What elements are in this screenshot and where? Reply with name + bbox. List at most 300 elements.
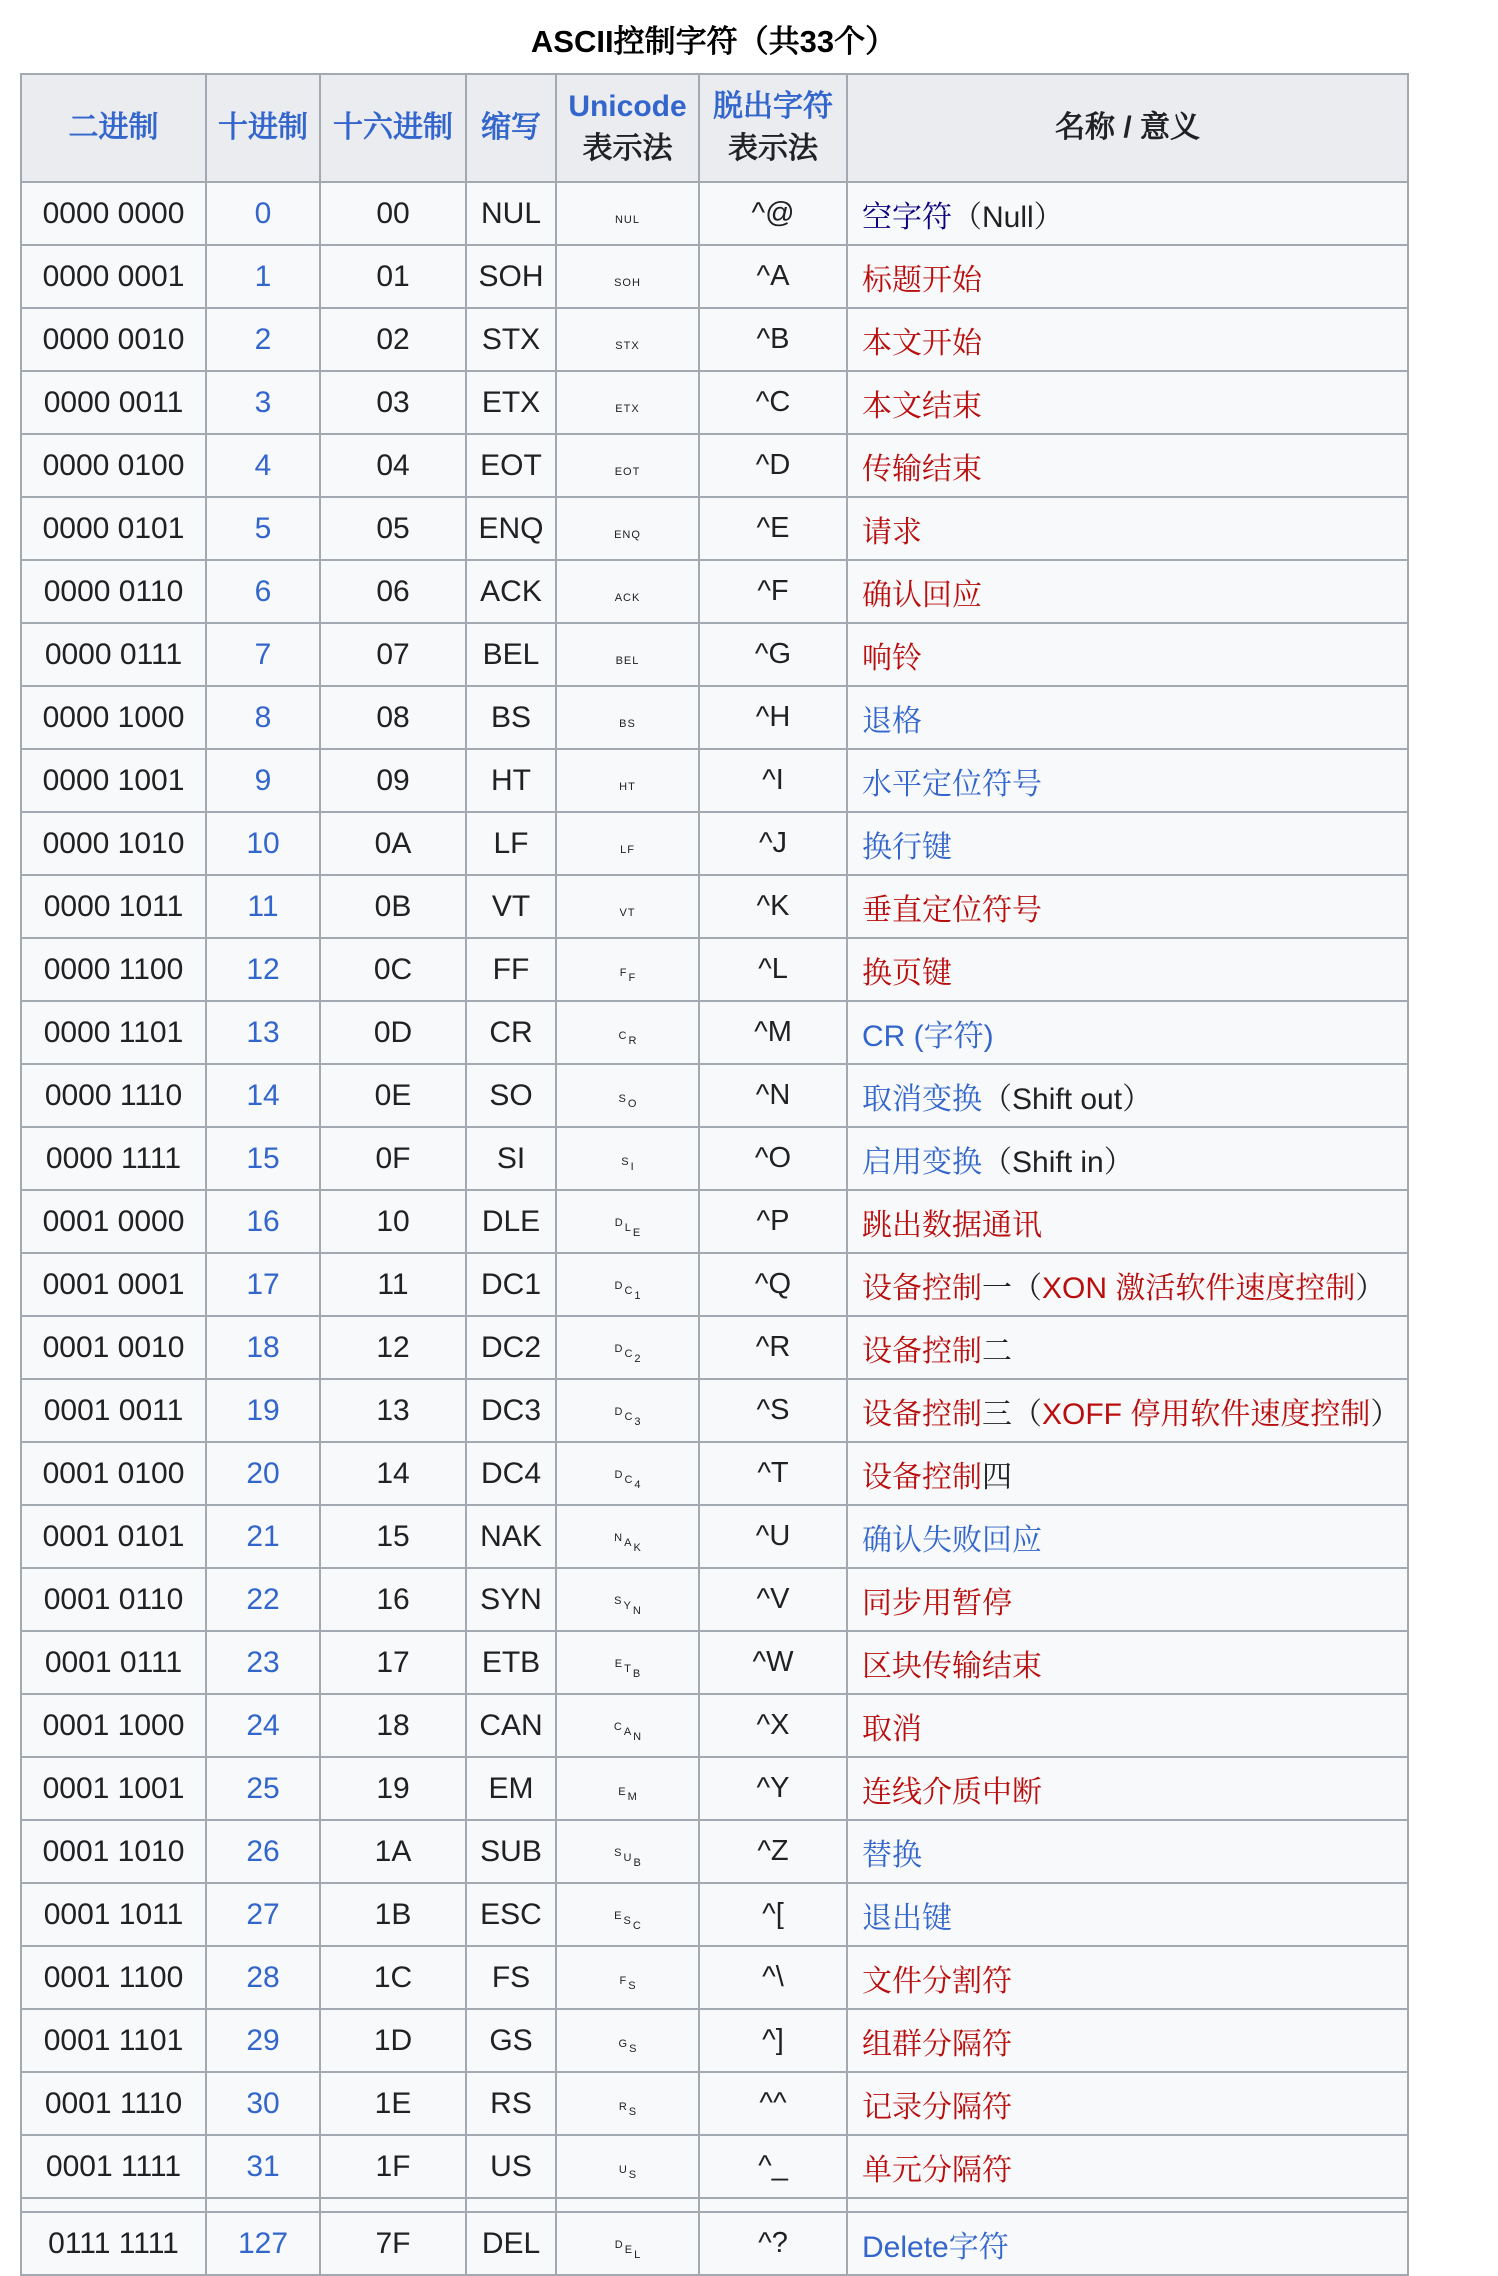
unicode-symbol-cell <box>556 1001 699 1064</box>
caret-notation-cell: ^M <box>699 1001 847 1064</box>
abbr-cell: DC4 <box>466 1442 556 1505</box>
name-link[interactable]: 设备控制 <box>862 1460 982 1494</box>
binary-cell: 0001 0101 <box>21 1505 206 1568</box>
decimal-link[interactable]: 8 <box>254 700 272 734</box>
table-row <box>21 1127 1408 1190</box>
col-header-abbr <box>466 74 556 182</box>
unicode-symbol-cell <box>556 1883 699 1946</box>
table-row <box>21 1946 1408 2009</box>
name-link[interactable]: CR (字符) <box>862 1019 994 1053</box>
abbr-cell: NUL <box>466 182 556 245</box>
abbr-cell: STX <box>466 308 556 371</box>
binary-header-link[interactable]: 二进制 <box>68 111 159 144</box>
unicode-symbol-cell <box>556 245 699 308</box>
name-cell <box>847 1631 1408 1694</box>
decimal-link[interactable]: 11 <box>247 889 279 923</box>
hex-cell: 0E <box>320 1064 466 1127</box>
binary-cell: 0000 0010 <box>21 308 206 371</box>
binary-cell: 0000 1101 <box>21 1001 206 1064</box>
name-cell <box>847 1757 1408 1820</box>
unicode-symbol-cell <box>556 2009 699 2072</box>
name-link[interactable]: 取消 <box>862 1712 922 1746</box>
decimal-link[interactable]: 4 <box>254 448 272 482</box>
decimal-link[interactable]: 16 <box>246 1204 280 1238</box>
name-cell <box>847 686 1408 749</box>
name-link[interactable]: XOFF 停用软件速度控制 <box>1042 1397 1371 1431</box>
decimal-cell <box>206 497 320 560</box>
abbr-cell: GS <box>466 2009 556 2072</box>
name-cell <box>847 434 1408 497</box>
unicode-symbol-cell <box>556 686 699 749</box>
control-picture-glyph: C R <box>618 1030 637 1047</box>
binary-cell: 0001 0000 <box>21 1190 206 1253</box>
caret-notation-cell: ^J <box>699 812 847 875</box>
name-link[interactable]: 单元分隔符 <box>862 2153 1012 2187</box>
separator-cell <box>320 2198 466 2212</box>
name-cell <box>847 1127 1408 1190</box>
decimal-link[interactable]: 22 <box>246 1582 280 1616</box>
table-row <box>21 434 1408 497</box>
name-header-label: 名称 / 意义 <box>1054 111 1200 144</box>
unicode-symbol-cell <box>556 1757 699 1820</box>
name-link[interactable]: 组群分隔符 <box>862 2027 1012 2061</box>
name-cell <box>847 1190 1408 1253</box>
name-text: 二 <box>982 1334 1012 1368</box>
decimal-header-link[interactable]: 十进制 <box>218 111 308 144</box>
hex-cell: 10 <box>320 1190 466 1253</box>
control-picture-glyph: ACK <box>614 591 641 604</box>
decimal-link[interactable]: 27 <box>246 1897 280 1931</box>
caret-notation-cell: ^V <box>699 1568 847 1631</box>
decimal-link[interactable]: 3 <box>254 385 272 419</box>
name-cell <box>847 1316 1408 1379</box>
binary-cell: 0001 1001 <box>21 1757 206 1820</box>
decimal-link[interactable]: 18 <box>246 1330 280 1364</box>
binary-cell: 0001 0001 <box>21 1253 206 1316</box>
decimal-link[interactable]: 17 <box>246 1267 280 1301</box>
name-link[interactable]: Delete字符 <box>862 2230 1009 2264</box>
decimal-cell <box>206 1883 320 1946</box>
hex-cell: 0C <box>320 938 466 1001</box>
binary-cell: 0000 0110 <box>21 560 206 623</box>
name-link[interactable]: 请求 <box>862 515 922 549</box>
control-picture-glyph: F F <box>619 967 636 984</box>
hex-cell: 07 <box>320 623 466 686</box>
table-row <box>21 182 1408 245</box>
hex-cell: 1D <box>320 2009 466 2072</box>
name-link[interactable]: 垂直定位符号 <box>862 893 1042 927</box>
name-link[interactable]: 水平定位符号 <box>862 767 1042 801</box>
decimal-link[interactable]: 6 <box>254 574 272 608</box>
hex-cell: 15 <box>320 1505 466 1568</box>
decimal-link[interactable]: 15 <box>246 1141 280 1175</box>
decimal-cell <box>206 749 320 812</box>
name-link[interactable]: 确认回应 <box>862 578 982 612</box>
abbr-cell: FF <box>466 938 556 1001</box>
caret-notation-cell: ^U <box>699 1505 847 1568</box>
table-row <box>21 1001 1408 1064</box>
hex-cell: 1E <box>320 2072 466 2135</box>
decimal-link[interactable]: 2 <box>254 322 272 356</box>
control-picture-glyph: S Y N <box>614 1594 641 1617</box>
decimal-link[interactable]: 5 <box>254 511 272 545</box>
name-link[interactable]: 传输结束 <box>862 452 982 486</box>
hex-cell: 05 <box>320 497 466 560</box>
col-header-name <box>847 74 1408 182</box>
decimal-cell <box>206 2009 320 2072</box>
name-link[interactable]: 取消变换 <box>862 1082 982 1116</box>
name-link[interactable]: 换页键 <box>862 956 952 990</box>
decimal-cell <box>206 2212 320 2275</box>
name-link[interactable]: 响铃 <box>862 641 922 675</box>
name-link[interactable]: 本文结束 <box>862 389 982 423</box>
decimal-link[interactable]: 24 <box>246 1708 280 1742</box>
decimal-cell <box>206 560 320 623</box>
name-cell <box>847 1253 1408 1316</box>
separator-cell <box>699 2198 847 2212</box>
table-row <box>21 623 1408 686</box>
table-row <box>21 1379 1408 1442</box>
caret-notation-cell: ^A <box>699 245 847 308</box>
abbr-cell: SYN <box>466 1568 556 1631</box>
name-link[interactable]: XON 激活软件速度控制 <box>1042 1271 1356 1305</box>
col-header-binary <box>21 74 206 182</box>
caret-notation-cell: ^B <box>699 308 847 371</box>
unicode-symbol-cell <box>556 1190 699 1253</box>
unicode-symbol-cell <box>556 812 699 875</box>
hex-cell: 17 <box>320 1631 466 1694</box>
caret-notation-cell: ^O <box>699 1127 847 1190</box>
hex-cell: 16 <box>320 1568 466 1631</box>
name-cell <box>847 560 1408 623</box>
hex-cell: 0D <box>320 1001 466 1064</box>
control-picture-glyph: NUL <box>614 213 640 226</box>
name-link[interactable]: 设备控制 <box>862 1334 982 1368</box>
table-row <box>21 1757 1408 1820</box>
name-link[interactable]: 设备控制 <box>862 1397 982 1431</box>
decimal-link[interactable]: 0 <box>254 196 272 230</box>
table-row <box>21 1316 1408 1379</box>
caret-notation-cell: ^[ <box>699 1883 847 1946</box>
name-cell <box>847 1442 1408 1505</box>
col-header-escape <box>699 74 847 182</box>
decimal-link[interactable]: 14 <box>246 1078 280 1112</box>
decimal-link[interactable]: 7 <box>254 637 272 671</box>
unicode-symbol-cell <box>556 434 699 497</box>
decimal-cell <box>206 1694 320 1757</box>
table-row <box>21 1820 1408 1883</box>
decimal-cell <box>206 182 320 245</box>
name-link[interactable]: 记录分隔符 <box>862 2090 1012 2124</box>
hex-cell: 06 <box>320 560 466 623</box>
name-text: （Shift in） <box>982 1145 1134 1179</box>
caret-notation-cell: ^G <box>699 623 847 686</box>
abbr-cell: DC2 <box>466 1316 556 1379</box>
hex-cell: 04 <box>320 434 466 497</box>
hex-cell: 13 <box>320 1379 466 1442</box>
decimal-cell <box>206 371 320 434</box>
unicode-header-link[interactable]: Unicode <box>568 90 687 123</box>
table-row <box>21 1190 1408 1253</box>
control-picture-glyph: SOH <box>614 276 641 289</box>
decimal-link[interactable]: 9 <box>254 763 272 797</box>
decimal-link[interactable]: 13 <box>246 1015 280 1049</box>
decimal-link[interactable]: 28 <box>246 1960 280 1994</box>
control-picture-glyph: N A K <box>614 1531 641 1554</box>
unicode-symbol-cell <box>556 875 699 938</box>
col-header-hex <box>320 74 466 182</box>
decimal-cell <box>206 1946 320 2009</box>
name-link[interactable]: 确认失败回应 <box>862 1523 1042 1557</box>
control-picture-glyph: EOT <box>614 465 641 478</box>
escape-header-link[interactable]: 脱出字符 <box>713 90 833 123</box>
decimal-link[interactable]: 12 <box>246 952 280 986</box>
binary-cell: 0000 1110 <box>21 1064 206 1127</box>
decimal-link[interactable]: 30 <box>246 2086 280 2120</box>
abbr-cell: EOT <box>466 434 556 497</box>
abbr-cell: DEL <box>466 2212 556 2275</box>
control-picture-glyph: S U B <box>614 1846 641 1869</box>
caret-notation-cell: ^\ <box>699 1946 847 2009</box>
table-row <box>21 1064 1408 1127</box>
name-text: ） <box>1370 1397 1401 1431</box>
table-row <box>21 2212 1408 2275</box>
decimal-link[interactable]: 23 <box>246 1645 280 1679</box>
caret-notation-cell: ^D <box>699 434 847 497</box>
name-cell <box>847 497 1408 560</box>
name-link[interactable]: 跳出数据通讯 <box>862 1208 1042 1242</box>
decimal-cell <box>206 245 320 308</box>
binary-cell: 0000 1011 <box>21 875 206 938</box>
separator-cell <box>556 2198 699 2212</box>
decimal-link[interactable]: 1 <box>254 259 272 293</box>
abbr-cell: DC3 <box>466 1379 556 1442</box>
abbr-cell: BS <box>466 686 556 749</box>
name-cell <box>847 2212 1408 2275</box>
decimal-link[interactable]: 20 <box>246 1456 280 1490</box>
table-row <box>21 497 1408 560</box>
name-cell <box>847 1820 1408 1883</box>
table-row <box>21 686 1408 749</box>
decimal-cell <box>206 1064 320 1127</box>
unicode-symbol-cell <box>556 1694 699 1757</box>
name-link[interactable]: 同步用暂停 <box>862 1586 1012 1620</box>
abbr-cell: ESC <box>466 1883 556 1946</box>
caret-notation-cell: ^I <box>699 749 847 812</box>
control-picture-glyph: D L E <box>614 1216 641 1239</box>
caret-notation-cell: ^K <box>699 875 847 938</box>
binary-cell: 0001 1011 <box>21 1883 206 1946</box>
hex-header-link[interactable]: 十六进制 <box>333 111 453 144</box>
decimal-link[interactable]: 31 <box>246 2149 280 2183</box>
hex-cell: 01 <box>320 245 466 308</box>
name-text: 三（ <box>982 1397 1042 1431</box>
caret-notation-cell: ^_ <box>699 2135 847 2198</box>
decimal-cell <box>206 1631 320 1694</box>
caret-notation-cell: ^S <box>699 1379 847 1442</box>
table-row <box>21 2009 1408 2072</box>
control-picture-glyph: S I <box>621 1156 634 1173</box>
decimal-link[interactable]: 19 <box>246 1393 280 1427</box>
binary-cell: 0000 0000 <box>21 182 206 245</box>
binary-cell: 0111 1111 <box>21 2212 206 2275</box>
caret-notation-cell: ^E <box>699 497 847 560</box>
abbr-cell: RS <box>466 2072 556 2135</box>
name-cell <box>847 749 1408 812</box>
unicode-symbol-cell <box>556 1379 699 1442</box>
abbr-header-link[interactable]: 缩写 <box>481 111 541 144</box>
control-picture-glyph: LF <box>620 843 635 856</box>
name-link[interactable]: 连线介质中断 <box>862 1775 1042 1809</box>
header-row <box>21 74 1408 182</box>
binary-cell: 0000 0101 <box>21 497 206 560</box>
name-text: 四 <box>982 1460 1012 1494</box>
decimal-cell <box>206 812 320 875</box>
decimal-link[interactable]: 127 <box>237 2226 289 2260</box>
hex-cell: 03 <box>320 371 466 434</box>
caret-notation-cell: ^] <box>699 2009 847 2072</box>
hex-cell: 1F <box>320 2135 466 2198</box>
caret-notation-cell: ^C <box>699 371 847 434</box>
unicode-header-sub: 表示法 <box>582 132 673 165</box>
control-picture-glyph: HT <box>619 780 636 793</box>
name-link[interactable]: 退格 <box>862 704 922 738</box>
decimal-link[interactable]: 25 <box>246 1771 280 1805</box>
hex-cell: 1A <box>320 1820 466 1883</box>
abbr-cell: FS <box>466 1946 556 2009</box>
table-row <box>21 1568 1408 1631</box>
name-cell <box>847 1001 1408 1064</box>
hex-cell: 14 <box>320 1442 466 1505</box>
table-row <box>21 2135 1408 2198</box>
decimal-cell <box>206 1001 320 1064</box>
name-text: （Null） <box>952 200 1064 234</box>
name-link[interactable]: 空字符 <box>862 200 952 234</box>
hex-cell: 7F <box>320 2212 466 2275</box>
abbr-cell: LF <box>466 812 556 875</box>
name-cell <box>847 371 1408 434</box>
unicode-symbol-cell <box>556 497 699 560</box>
control-picture-glyph: E T B <box>614 1657 641 1680</box>
hex-cell: 19 <box>320 1757 466 1820</box>
decimal-cell <box>206 1379 320 1442</box>
caret-notation-cell: ^F <box>699 560 847 623</box>
name-link[interactable]: 替换 <box>862 1838 922 1872</box>
abbr-cell: ETX <box>466 371 556 434</box>
decimal-link[interactable]: 26 <box>246 1834 280 1868</box>
escape-header-sub: 表示法 <box>728 132 818 165</box>
name-link[interactable]: 换行键 <box>862 830 952 864</box>
decimal-cell <box>206 686 320 749</box>
unicode-symbol-cell <box>556 2135 699 2198</box>
control-picture-glyph: ENQ <box>614 528 641 541</box>
unicode-symbol-cell <box>556 560 699 623</box>
name-link[interactable]: 启用变换 <box>862 1145 982 1179</box>
caret-notation-cell: ^Z <box>699 1820 847 1883</box>
unicode-symbol-cell <box>556 2212 699 2275</box>
decimal-cell <box>206 1127 320 1190</box>
decimal-link[interactable]: 10 <box>246 826 280 860</box>
control-picture-glyph: C A N <box>613 1720 642 1743</box>
name-link[interactable]: 区块传输结束 <box>862 1649 1042 1683</box>
hex-cell: 0B <box>320 875 466 938</box>
name-link[interactable]: 标题开始 <box>862 263 982 297</box>
unicode-symbol-cell <box>556 1568 699 1631</box>
binary-cell: 0000 0011 <box>21 371 206 434</box>
name-link[interactable]: 退出键 <box>862 1901 952 1935</box>
table-row <box>21 1631 1408 1694</box>
caret-notation-cell: ^X <box>699 1694 847 1757</box>
name-cell <box>847 182 1408 245</box>
caret-notation-cell: ^L <box>699 938 847 1001</box>
name-cell <box>847 2009 1408 2072</box>
binary-cell: 0000 0001 <box>21 245 206 308</box>
abbr-cell: SOH <box>466 245 556 308</box>
abbr-cell: DLE <box>466 1190 556 1253</box>
decimal-cell <box>206 623 320 686</box>
name-cell <box>847 812 1408 875</box>
table-row <box>21 560 1408 623</box>
decimal-cell <box>206 2135 320 2198</box>
decimal-link[interactable]: 29 <box>246 2023 280 2057</box>
abbr-cell: EM <box>466 1757 556 1820</box>
name-link[interactable]: 文件分割符 <box>862 1964 1012 1998</box>
table-row <box>21 1505 1408 1568</box>
table-row <box>21 875 1408 938</box>
decimal-cell <box>206 1505 320 1568</box>
binary-cell: 0001 1111 <box>21 2135 206 2198</box>
table-caption: ASCII控制字符（共33个） <box>530 24 897 59</box>
binary-cell: 0000 0100 <box>21 434 206 497</box>
col-header-unicode <box>556 74 699 182</box>
hex-cell: 08 <box>320 686 466 749</box>
abbr-cell: HT <box>466 749 556 812</box>
binary-cell: 0001 0110 <box>21 1568 206 1631</box>
table-row <box>21 308 1408 371</box>
name-cell <box>847 1568 1408 1631</box>
control-picture-glyph: D C 3 <box>614 1405 641 1428</box>
unicode-symbol-cell <box>556 1064 699 1127</box>
name-text: 一（ <box>982 1271 1042 1305</box>
control-picture-glyph: S O <box>618 1093 637 1110</box>
decimal-link[interactable]: 21 <box>246 1519 280 1553</box>
name-link[interactable]: 设备控制 <box>862 1271 982 1305</box>
binary-cell: 0000 1001 <box>21 749 206 812</box>
name-cell <box>847 623 1408 686</box>
unicode-symbol-cell <box>556 1631 699 1694</box>
binary-cell: 0000 1010 <box>21 812 206 875</box>
control-picture-glyph: VT <box>619 906 636 919</box>
hex-cell: 0F <box>320 1127 466 1190</box>
decimal-cell <box>206 938 320 1001</box>
name-cell <box>847 2135 1408 2198</box>
name-cell <box>847 875 1408 938</box>
name-cell <box>847 938 1408 1001</box>
unicode-symbol-cell <box>556 2072 699 2135</box>
name-cell <box>847 1946 1408 2009</box>
decimal-cell <box>206 1253 320 1316</box>
table-row <box>21 812 1408 875</box>
decimal-cell <box>206 434 320 497</box>
unicode-symbol-cell <box>556 371 699 434</box>
name-cell <box>847 2072 1408 2135</box>
table-row <box>21 749 1408 812</box>
decimal-cell <box>206 1190 320 1253</box>
unicode-symbol-cell <box>556 623 699 686</box>
binary-cell: 0001 1000 <box>21 1694 206 1757</box>
name-link[interactable]: 本文开始 <box>862 326 982 360</box>
caret-notation-cell: ^W <box>699 1631 847 1694</box>
